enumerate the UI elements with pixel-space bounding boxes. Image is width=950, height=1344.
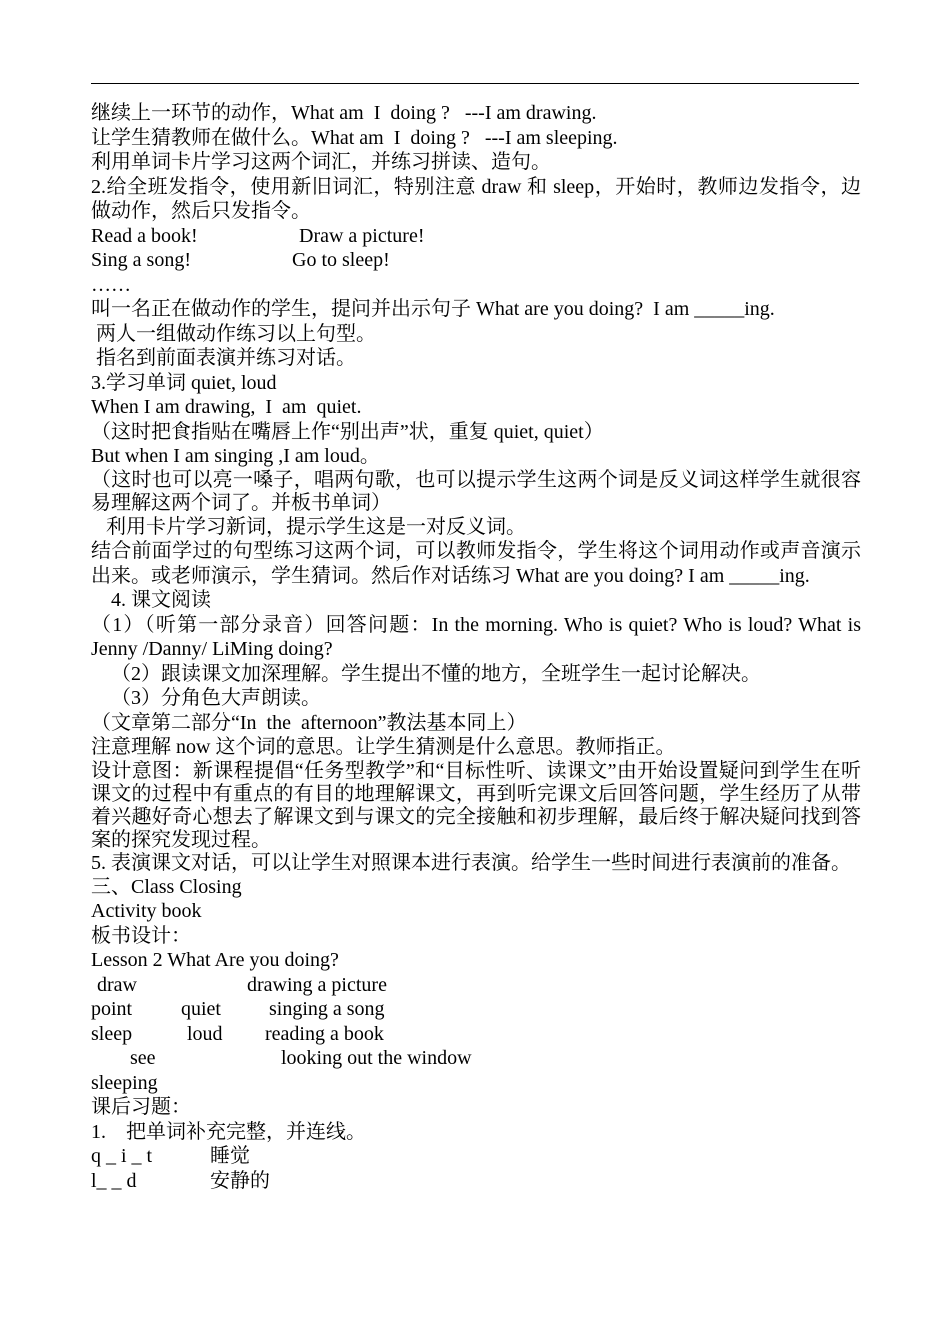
section-heading: 4. 课文阅读: [91, 589, 211, 611]
exercise-row: [91, 1144, 861, 1169]
text-line: 两人一组做动作练习以上句型。: [91, 322, 376, 345]
text-paragraph: 2.给全班发指令，使用新旧词汇，特别注意 draw 和 sleep，开始时，教师边发指令，边做动作，然后只发指令。: [91, 175, 861, 222]
text-paragraph: 结合前面学过的句型练习这两个词，可以教师发指令，学生将这个词用动作或声音演示出来。或老师演示，学生猜词。然后作对话练习 What are you doing? I am _____ing.: [91, 540, 861, 587]
command-text: Read a book!: [91, 224, 198, 247]
board-phrase: drawing a picture: [247, 973, 387, 996]
text-line: 利用卡片学习新词，提示学生这是一对反义词。: [91, 515, 526, 538]
command-text: Go to sleep!: [292, 249, 390, 271]
exercise-blank-word: q _ i _ t: [91, 1145, 153, 1167]
text-line: But when I am singing ,I am loud。: [91, 445, 380, 467]
text-line: ……: [91, 273, 131, 296]
text-line: （3）分角色大声朗读。: [91, 687, 321, 709]
board-phrase: looking out the window: [281, 1047, 472, 1069]
section-heading: 三、Class Closing: [91, 875, 242, 898]
exercise-blank-word: l_ _ d: [91, 1169, 137, 1192]
board-word: sleep: [91, 1022, 133, 1045]
exercise-title: 课后习题：: [91, 1096, 191, 1118]
board-title: Lesson 2 What Are you doing?: [91, 949, 339, 971]
board-word: point: [91, 998, 133, 1020]
board-word: see: [130, 1047, 156, 1069]
exercise-row: [91, 1169, 861, 1194]
document-body: [91, 101, 861, 1193]
text-line: 板书设计：: [91, 924, 191, 947]
text-paragraph: 5. 表演课文对话，可以让学生对照课本进行表演。给学生一些时间进行表演前的准备。: [91, 851, 851, 874]
text-line: 指名到前面表演并练习对话。: [91, 347, 356, 369]
text-line: 让学生猜教师在做什么。What am I doing ? ---I am sleeping.: [91, 126, 618, 149]
text-line: 叫一名正在做动作的学生，提问并出示句子 What are you doing? I am _____ing.: [91, 298, 775, 320]
board-phrase: reading a book: [265, 1022, 384, 1045]
exercise-meaning: 安静的: [210, 1169, 270, 1192]
board-word: loud: [187, 1022, 223, 1045]
text-line: （文章第二部分“In the afternoon”教法基本同上）: [91, 711, 527, 734]
text-line: 注意理解 now 这个词的意思。让学生猜测是什么意思。教师指正。: [91, 736, 676, 758]
board-row: [91, 973, 861, 998]
exercise-meaning: 睡觉: [210, 1145, 250, 1167]
text-line: 利用单词卡片学习这两个词汇，并练习拼读、造句。: [91, 151, 551, 173]
board-row: [91, 1046, 861, 1071]
text-line: （这时把食指贴在嘴唇上作“别出声”状，重复 quiet, quiet）: [91, 420, 604, 443]
text-line: Activity book: [91, 900, 202, 922]
command-row: [91, 224, 861, 249]
exercise-question: 1. 把单词补充完整，并连线。: [91, 1120, 366, 1143]
text-paragraph: （这时也可以亮一嗓子，唱两句歌，也可以提示学生这两个词是反义词这样学生就很容易理解这两个词了。并板书单词）: [91, 468, 861, 514]
board-word: sleeping: [91, 1071, 158, 1094]
text-line: （2）跟读课文加深理解。学生提出不懂的地方，全班学生一起讨论解决。: [91, 662, 761, 685]
command-row: [91, 248, 861, 273]
text-line: 继续上一环节的动作，What am I doing ? ---I am drawing.: [91, 102, 597, 124]
section-heading: 3.学习单词 quiet, loud: [91, 371, 277, 394]
text-line: When I am drawing, I am quiet.: [91, 396, 362, 418]
board-word: quiet: [181, 998, 221, 1020]
board-row: [91, 1022, 861, 1047]
board-word: draw: [97, 973, 137, 996]
command-text: Draw a picture!: [299, 224, 425, 247]
text-paragraph: （1）（听第一部分录音）回答问题：In the morning. Who is quiet? Who is loud? What is Jenny /Danny/ LiMing doing?: [91, 613, 861, 660]
header-rule: [91, 83, 859, 84]
command-text: Sing a song!: [91, 249, 191, 271]
board-row: [91, 997, 861, 1022]
text-paragraph: 设计意图：新课程提倡“任务型教学”和“目标性听、读课文”由开始设置疑问到学生在听课文的过程中有重点的有目的地理解课文，再到听完课文后回答问题，学生经历了从带着兴趣好奇心想去了解课文到与课文的完全接触和初步理解，最后终于解决疑问找到答案的探究发现过程。: [91, 759, 861, 851]
board-phrase: singing a song: [269, 998, 385, 1020]
